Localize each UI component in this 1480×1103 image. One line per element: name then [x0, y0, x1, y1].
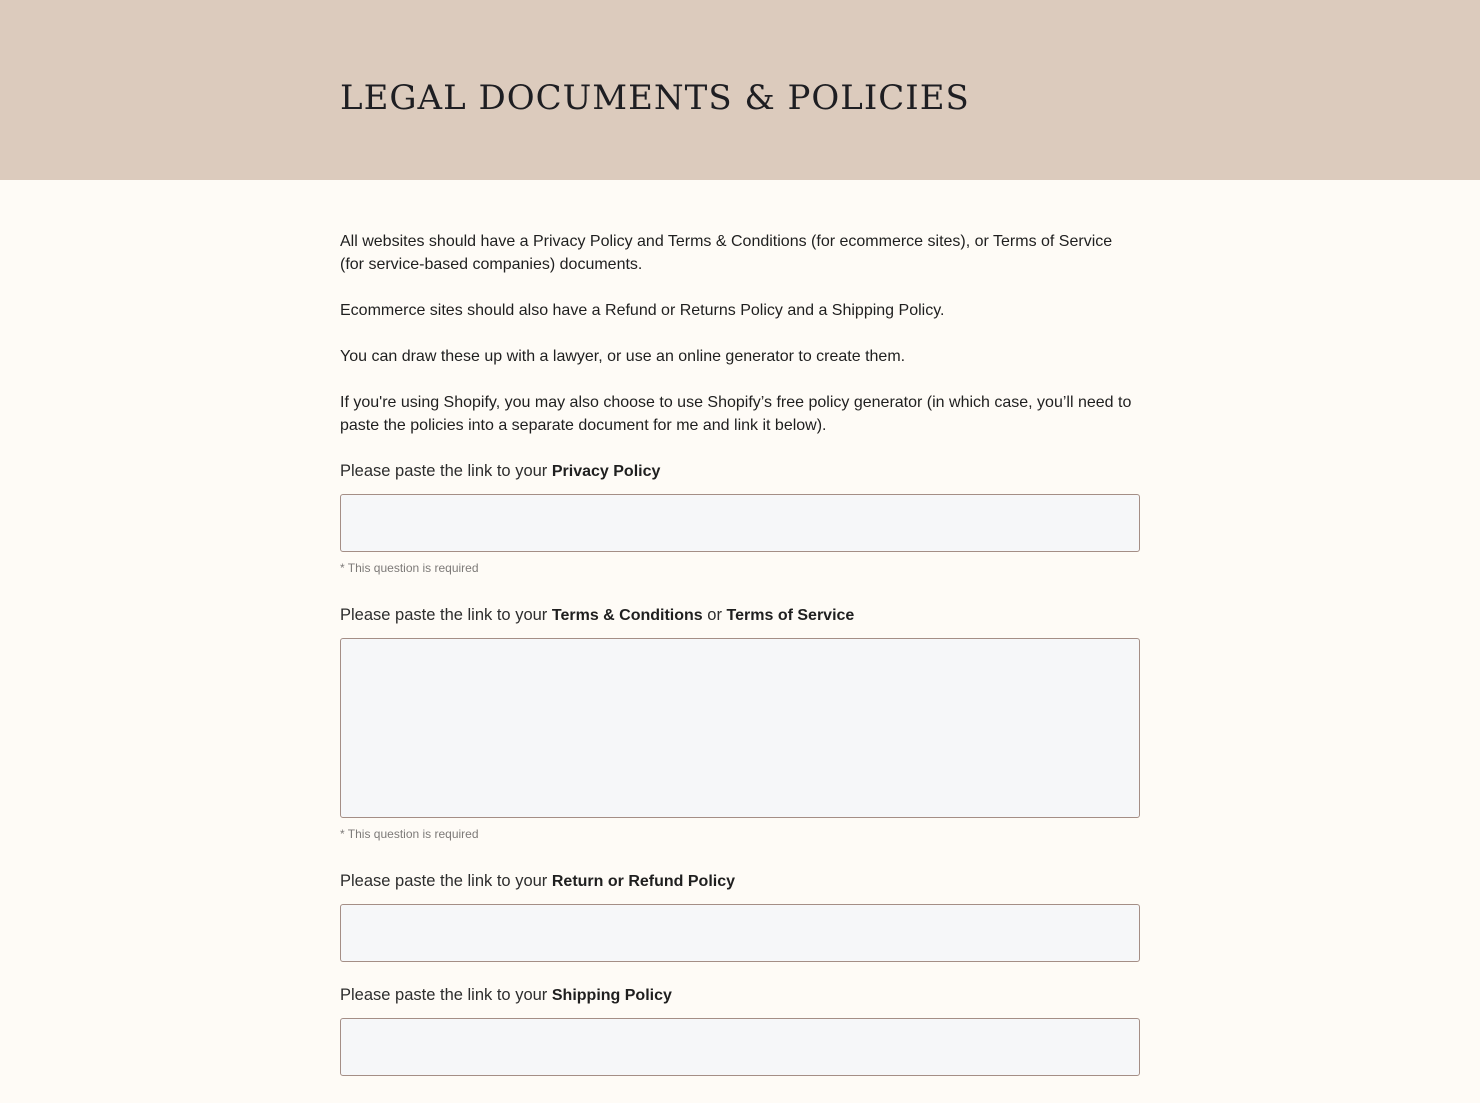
required-note: * This question is required	[340, 561, 479, 575]
page-title: LEGAL DOCUMENTS & POLICIES	[340, 78, 970, 118]
question-refund-policy	[340, 870, 1140, 962]
question-label-prefix: Please paste the link to your	[340, 872, 552, 890]
question-label	[340, 870, 1140, 893]
refund-policy-input[interactable]	[340, 904, 1140, 962]
privacy-policy-input[interactable]	[340, 494, 1140, 552]
question-label	[340, 460, 1140, 483]
question-privacy-policy	[340, 460, 1140, 575]
question-label-bold-terms-service: Terms of Service	[726, 607, 855, 624]
form-content	[340, 180, 1140, 1076]
intro-paragraph-4: If you're using Shopify, you may also choose to use Shopify’s free policy generator (in which case, you’ll need to paste the policies into a separate document for me and link it below).	[340, 394, 1132, 434]
question-shipping-policy	[340, 984, 1140, 1076]
intro-paragraph-3: You can draw these up with a lawyer, or use an online generator to create them.	[340, 348, 906, 365]
intro-text	[340, 230, 1140, 437]
intro-paragraph-2: Ecommerce sites should also have a Refund or Returns Policy and a Shipping Policy.	[340, 302, 945, 319]
question-label-prefix: Please paste the link to your	[340, 606, 552, 624]
question-label-bold-terms-conditions: Terms & Conditions	[551, 607, 703, 624]
question-label-bold: Return or Refund Policy	[551, 873, 735, 890]
terms-textarea[interactable]	[340, 638, 1140, 818]
question-label-bold: Shipping Policy	[551, 987, 672, 1004]
question-label	[340, 604, 1140, 627]
question-terms	[340, 604, 1140, 841]
question-label-prefix: Please paste the link to your	[340, 986, 552, 1004]
question-label-or: or	[702, 606, 727, 624]
required-note: * This question is required	[340, 827, 479, 841]
shipping-policy-input[interactable]	[340, 1018, 1140, 1076]
question-label	[340, 984, 1140, 1007]
question-label-prefix: Please paste the link to your	[340, 462, 552, 480]
question-label-bold: Privacy Policy	[551, 463, 661, 480]
page-header	[0, 0, 1480, 180]
intro-paragraph-1: All websites should have a Privacy Policy and Terms & Conditions (for ecommerce sites), or Terms of Service (for service-based companies) documents.	[340, 233, 1113, 273]
